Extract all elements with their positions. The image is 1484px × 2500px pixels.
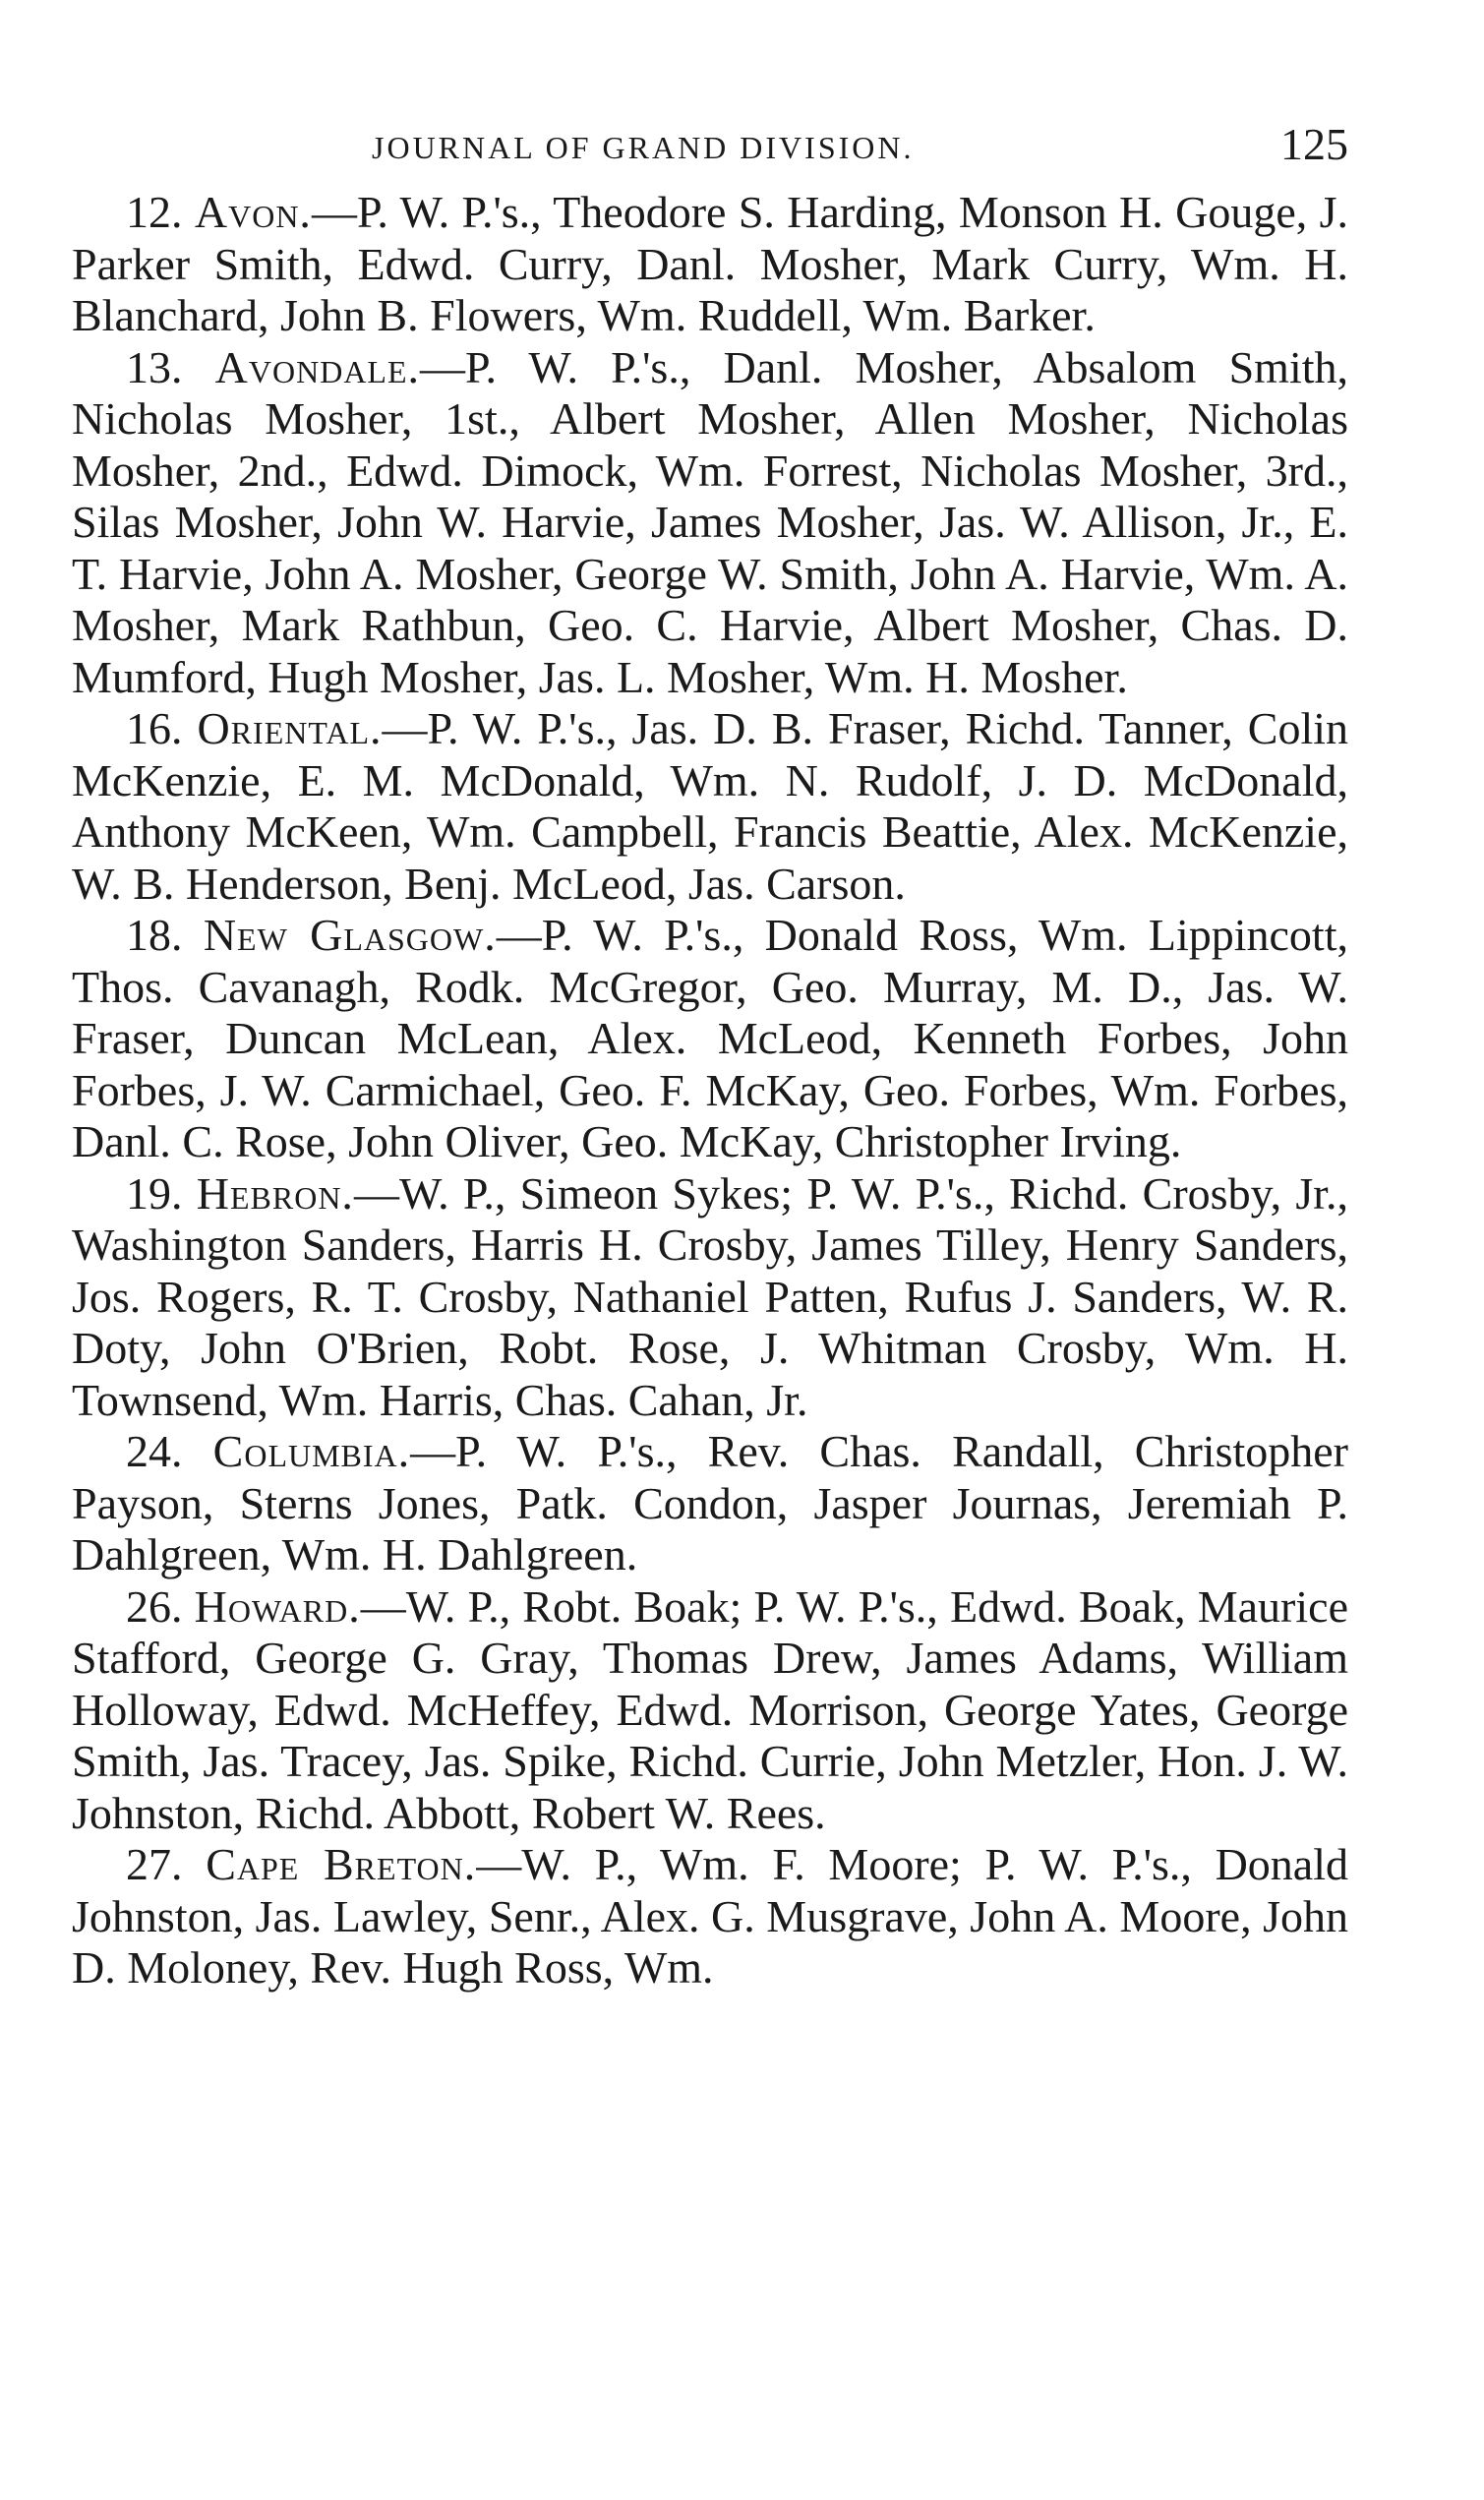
running-title: JOURNAL OF GRAND DIVISION. [372, 130, 915, 165]
running-head [72, 108, 1348, 177]
division-members: —W. P., Wm. F. Moore; P. W. P.'s., Donald Johnston, Jas. Lawley, Senr., Alex. G. Musgrave, John A. Moore, John D. Moloney, Rev. Hugh Ross, Wm. [72, 1839, 1348, 1993]
division-name: Cape Breton. [206, 1839, 477, 1889]
division-number: 27. [126, 1839, 183, 1889]
division-entry-hebron [72, 1168, 1348, 1427]
division-number: 12. [126, 187, 183, 237]
division-members: —P. W. P.'s., Danl. Mosher, Absalom Smith, Nicholas Mosher, 1st., Albert Mosher, Allen Mosher, Nicholas Mosher, 2nd., Edwd. Dimock, Wm. Forrest, Nicholas Mosher, 3rd., Silas Mosher, John W. Harvie, James Mosher, Jas. W. Allison, Jr., E. T. Harvie, John A. Mosher, George W. Smith, John A. Harvie, Wm. A. Mosher, Mark Rathbun, Geo. C. Harvie, Albert Mosher, Chas. D. Mumford, Hugh Mosher, Jas. L. Mosher, Wm. H. Mosher. [72, 341, 1349, 702]
division-members: —W. P., Simeon Sykes; P. W. P.'s., Richd. Crosby, Jr., Washington Sanders, Harris H. Crosby, James Tilley, Henry Sanders, Jos. Rogers, R. T. Crosby, Nathaniel Patten, Rufus J. Sanders, W. R. Doty, John O'Brien, Robt. Rose, J. Whitman Crosby, Wm. H. Townsend, Wm. Harris, Chas. Cahan, Jr. [72, 1167, 1349, 1425]
division-entry-new-glasgow [72, 910, 1348, 1168]
division-members: —P. W. P.'s., Jas. D. B. Fraser, Richd. Tanner, Colin McKenzie, E. M. McDonald, Wm. N. Rudolf, J. D. McDonald, Anthony McKeen, Wm. Campbell, Francis Beattie, Alex. McKenzie, W. B. Henderson, Benj. McLeod, Jas. Carson. [72, 703, 1349, 909]
division-name: Avon. [194, 187, 312, 237]
division-entry-howard [72, 1581, 1348, 1840]
division-members: —P. W. P.'s., Theodore S. Harding, Monson H. Gouge, J. Parker Smith, Edwd. Curry, Danl. Mosher, Mark Curry, Wm. H. Blanchard, John B. Flowers, Wm. Ruddell, Wm. Barker. [72, 187, 1349, 340]
division-members: —W. P., Robt. Boak; P. W. P.'s., Edwd. Boak, Maurice Stafford, George G. Gray, Thomas Drew, James Adams, William Holloway, Edwd. McHeffey, Edwd. Morrison, George Yates, George Smith, Jas. Tracey, Jas. Spike, Richd. Currie, John Metzler, Hon. J. W. Johnston, Richd. Abbott, Robert W. Rees. [72, 1580, 1348, 1838]
division-entry-oriental [72, 703, 1348, 910]
division-entry-cape-breton [72, 1839, 1348, 1994]
book-page [72, 108, 1348, 1994]
division-members: —P. W. P.'s., Rev. Chas. Randall, Christopher Payson, Sterns Jones, Patk. Condon, Jasper Journas, Jeremiah P. Dahlgreen, Wm. H. Dahlgreen. [72, 1426, 1349, 1579]
division-list [72, 187, 1348, 1994]
division-number: 18. [126, 910, 183, 960]
division-name: Oriental. [197, 703, 383, 753]
division-number: 26. [126, 1580, 183, 1632]
division-entry-columbia [72, 1426, 1348, 1581]
division-name: New Glasgow. [203, 910, 497, 960]
division-members: —P. W. P.'s., Donald Ross, Wm. Lippincott, Thos. Cavanagh, Rodk. McGregor, Geo. Murray, M. D., Jas. W. Fraser, Duncan McLean, Alex. McLeod, Kenneth Forbes, John Forbes, J. W. Carmichael, Geo. F. McKay, Geo. Forbes, Wm. Forbes, Danl. C. Rose, John Oliver, Geo. McKay, Christopher Irving. [72, 910, 1348, 1166]
division-name: Hebron. [196, 1167, 354, 1219]
page-number: 125 [1280, 119, 1348, 169]
division-number: 24. [126, 1426, 183, 1476]
division-entry-avon [72, 187, 1348, 342]
division-name: Columbia. [212, 1426, 411, 1476]
division-entry-avondale [72, 342, 1348, 704]
division-number: 13. [126, 341, 183, 392]
division-name: Howard. [194, 1580, 361, 1632]
division-number: 19. [126, 1167, 183, 1219]
division-name: Avondale. [214, 341, 421, 392]
division-number: 16. [126, 703, 183, 753]
